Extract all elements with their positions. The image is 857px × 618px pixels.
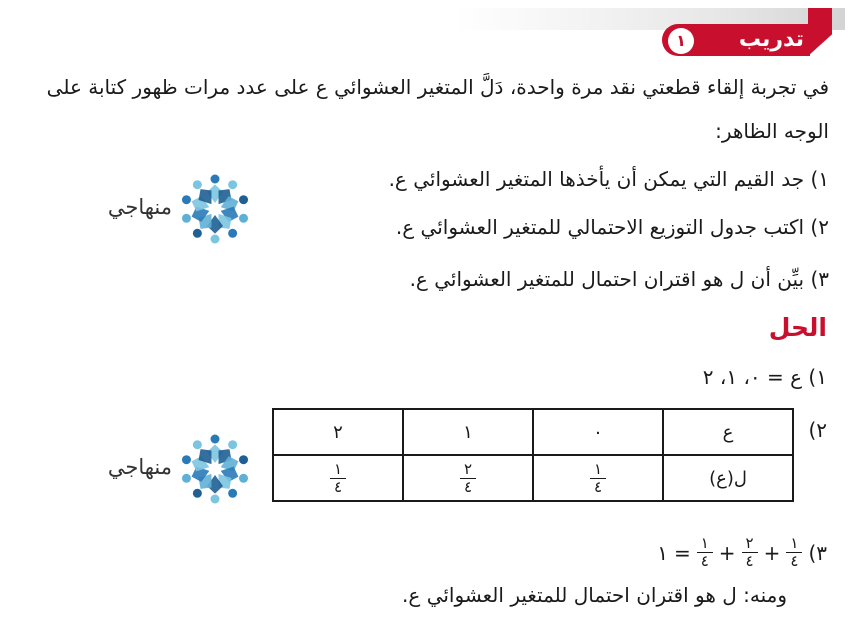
fraction bbox=[590, 459, 606, 496]
table-header-cell: ع bbox=[663, 409, 793, 455]
fraction-denominator: ٤ bbox=[590, 478, 606, 495]
sum-result: ١ bbox=[657, 540, 668, 565]
fraction bbox=[460, 459, 476, 496]
fraction bbox=[330, 459, 346, 496]
plus-sign: + bbox=[718, 540, 736, 565]
solution-part-3-number: ٣) bbox=[808, 540, 827, 565]
table-cell bbox=[533, 455, 663, 501]
solution-conclusion: ومنه: ل هو اقتران احتمال للمتغير العشوائي ع. bbox=[402, 583, 787, 607]
header-ribbon bbox=[808, 8, 832, 56]
fraction-numerator: ١ bbox=[700, 534, 709, 552]
solution-part-3 bbox=[657, 536, 827, 569]
problem-line-2: الوجه الظاهر: bbox=[715, 119, 829, 143]
equals-sign: = bbox=[673, 540, 691, 565]
fraction-denominator: ٤ bbox=[742, 552, 758, 569]
fraction-numerator: ٢ bbox=[745, 534, 754, 552]
problem-item-3: ٣) بيِّن أن ل هو اقتران احتمال للمتغير العشوائي ع. bbox=[409, 267, 829, 291]
fraction-denominator: ٤ bbox=[460, 478, 476, 495]
table-header-cell: ٢ bbox=[273, 409, 403, 455]
table-row bbox=[273, 409, 793, 455]
fraction-denominator: ٤ bbox=[786, 552, 802, 569]
people-circle-icon bbox=[174, 168, 256, 250]
fraction-numerator: ٢ bbox=[463, 459, 473, 478]
solution-part-1: ١) ع = ٠، ١، ٢ bbox=[702, 365, 827, 389]
logo-text: منهاجي bbox=[107, 195, 172, 219]
fraction-numerator: ١ bbox=[790, 534, 799, 552]
fraction-numerator: ١ bbox=[333, 459, 343, 478]
exercise-badge-label: تدريب bbox=[738, 27, 804, 52]
plus-sign: + bbox=[763, 540, 781, 565]
fraction-denominator: ٤ bbox=[330, 478, 346, 495]
fraction bbox=[697, 536, 713, 569]
table-header-cell: ٠ bbox=[533, 409, 663, 455]
problem-item-1: ١) جد القيم التي يمكن أن يأخذها المتغير العشوائي ع. bbox=[388, 167, 829, 191]
table-row-label: ل(ع) bbox=[663, 455, 793, 501]
fraction-numerator: ١ bbox=[593, 459, 603, 478]
fraction bbox=[742, 536, 758, 569]
minhaji-logo-2 bbox=[68, 428, 258, 508]
problem-item-2: ٢) اكتب جدول التوزيع الاحتمالي للمتغير العشوائي ع. bbox=[395, 215, 829, 239]
table-cell bbox=[403, 455, 533, 501]
fraction-denominator: ٤ bbox=[697, 552, 713, 569]
table-row bbox=[273, 455, 793, 501]
minhaji-logo bbox=[68, 168, 258, 248]
solution-title: الحل bbox=[768, 313, 827, 342]
people-circle-icon bbox=[174, 428, 256, 510]
solution-part-2-number: ٢) bbox=[808, 418, 827, 442]
distribution-table bbox=[272, 408, 794, 502]
exercise-badge-number: ١ bbox=[668, 28, 694, 54]
table-cell bbox=[273, 455, 403, 501]
fraction bbox=[786, 536, 802, 569]
logo-text: منهاجي bbox=[107, 455, 172, 479]
problem-line-1: في تجربة إلقاء قطعتي نقد مرة واحدة، دَلَّ المتغير العشوائي ع على عدد مرات ظهور كتابة على bbox=[46, 75, 829, 99]
table-header-cell: ١ bbox=[403, 409, 533, 455]
